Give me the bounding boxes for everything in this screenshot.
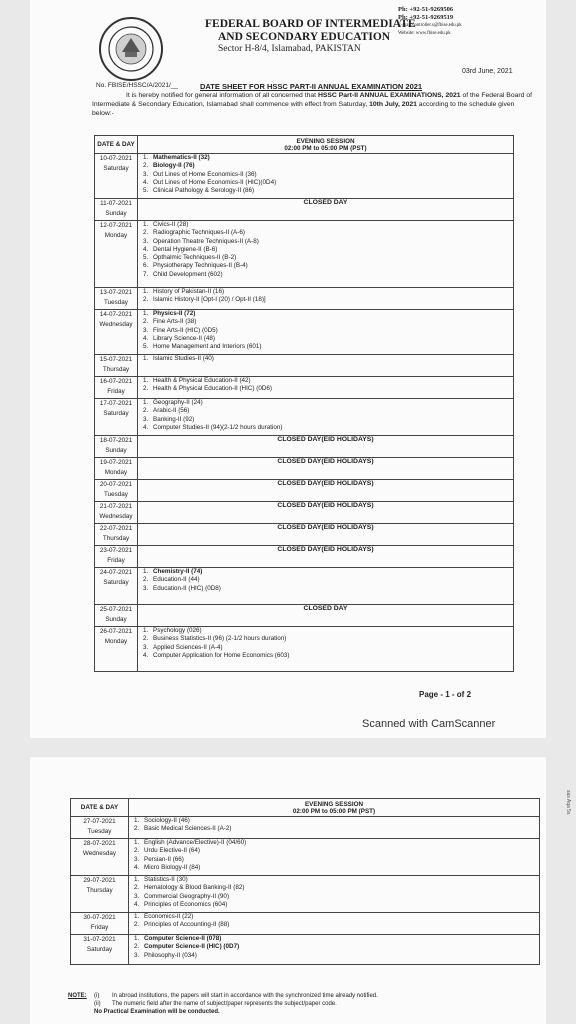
date-day-cell <box>95 502 138 524</box>
paper-item <box>138 652 513 660</box>
paper-item <box>138 327 513 335</box>
schedule-row <box>95 310 514 355</box>
schedule-row <box>95 627 514 672</box>
paper-name: Sociology-II (46) <box>144 817 190 824</box>
exam-day: Monday <box>104 469 128 476</box>
paper-number: 3. <box>143 584 149 592</box>
date-day-cell <box>71 913 129 935</box>
paper-number: 1. <box>143 399 149 406</box>
column-header-session: EVENING SESSION 02:00 PM to 05:00 PM (PST) <box>138 136 514 154</box>
paper-name: Principles of Economics (604) <box>144 900 228 908</box>
schedule-row <box>71 876 540 913</box>
paper-number: 3. <box>134 951 140 959</box>
paper-name: Out Lines of Home Economics-II (36) <box>153 170 257 178</box>
schedule-row <box>71 935 540 965</box>
paper-name: Banking-II (92) <box>153 415 195 423</box>
paper-item <box>138 568 513 576</box>
exam-date: 31-07-2021 <box>83 936 116 943</box>
paper-item <box>129 825 539 833</box>
closed-day-cell: CLOSED DAY(EID HOLIDAYS) <box>138 546 514 568</box>
paper-number: 1. <box>143 310 149 317</box>
paper-item <box>129 847 539 855</box>
exam-date: 12-07-2021 <box>99 222 133 229</box>
page-number: Page - 1 - of 2 <box>419 690 472 699</box>
paper-item <box>138 576 513 584</box>
paper-name: Fine Arts-II (38) <box>153 318 197 326</box>
paper-number: 5. <box>143 343 149 351</box>
paper-item <box>138 288 513 296</box>
papers-cell <box>129 839 540 876</box>
paper-item <box>129 952 539 960</box>
org-address: Sector H-8/4, Islamabad, PAKISTAN <box>218 44 361 54</box>
paper-number: 2. <box>143 296 149 304</box>
exam-day: Friday <box>90 924 109 931</box>
exam-date: 19-07-2021 <box>99 459 133 466</box>
paper-item <box>129 935 539 943</box>
papers-cell <box>138 288 514 310</box>
paper-number: 1. <box>143 627 149 634</box>
paper-name: Principles of Accounting-II (88) <box>144 921 230 929</box>
exam-date: 23-07-2021 <box>99 547 133 554</box>
date-day-cell <box>71 876 129 913</box>
paper-number: 5. <box>143 187 149 195</box>
paper-item <box>138 377 513 385</box>
date-day-cell <box>95 199 138 221</box>
org-name: FEDERAL BOARD OF INTERMEDIATE AND SECONDARY EDUCATION <box>205 18 416 43</box>
schedule-table-page-1 <box>94 135 514 672</box>
closed-day-cell: CLOSED DAY <box>138 199 514 221</box>
paper-item <box>138 229 513 237</box>
scanner-watermark: Scanned with CamScanner <box>362 718 496 730</box>
schedule-row <box>95 154 514 199</box>
closed-day-cell: CLOSED DAY <box>138 605 514 627</box>
paper-name: Child Development (602) <box>153 270 223 278</box>
exam-day: Wednesday <box>99 321 133 328</box>
paper-item <box>138 627 513 635</box>
schedule-row <box>71 839 540 876</box>
paper-name: Library Science-II (48) <box>153 334 215 342</box>
paper-name: English (Advance/Elective)-II (04/60) <box>144 839 247 846</box>
paper-number: 1. <box>143 355 149 362</box>
paper-number: 2. <box>134 825 140 833</box>
paper-item <box>138 179 513 187</box>
paper-name: Psychology (026) <box>153 627 202 634</box>
paper-name: Dental Hygiene-II (B-6) <box>153 245 218 253</box>
paper-item <box>129 856 539 864</box>
paper-number: 2. <box>143 635 149 643</box>
exam-day: Saturday <box>86 946 113 953</box>
papers-cell <box>138 221 514 288</box>
paper-item <box>138 171 513 179</box>
paper-number: 7. <box>143 270 149 278</box>
schedule-row <box>95 605 514 627</box>
exam-day: Thursday <box>102 535 130 542</box>
exam-day: Sunday <box>105 210 127 217</box>
exam-day: Monday <box>104 638 128 645</box>
paper-name: Fine Arts-II (HIC) (0D5) <box>153 326 218 334</box>
date-day-cell <box>71 935 129 965</box>
paper-name: Chemistry-II (74) <box>153 568 203 575</box>
paper-name: Persian-II (66) <box>144 855 184 863</box>
paper-item <box>129 876 539 884</box>
exam-day: Wednesday <box>82 850 117 857</box>
paper-name: Home Management and Interiors (601) <box>153 343 262 351</box>
schedule-row <box>71 817 540 839</box>
issue-date: 03rd June, 2021 <box>462 68 513 75</box>
paper-name: Operation Theatre Techniques-II (A-8) <box>153 237 259 245</box>
paper-name: Health & Physical Education-II (HIC) (0D6) <box>153 385 272 393</box>
papers-cell <box>138 310 514 355</box>
paper-number: 4. <box>143 651 149 659</box>
paper-number: 3. <box>143 170 149 178</box>
papers-cell <box>138 568 514 605</box>
date-day-cell <box>95 288 138 310</box>
paper-item <box>138 343 513 351</box>
paper-name: Computer Science-II (HIC) (0D7) <box>144 943 240 951</box>
paper-item <box>138 644 513 652</box>
exam-day: Tuesday <box>104 491 128 498</box>
exam-date: 24-07-2021 <box>99 569 133 576</box>
exam-day: Friday <box>107 388 125 395</box>
paper-number: 1. <box>134 839 140 846</box>
schedule-row <box>95 199 514 221</box>
date-day-cell <box>95 524 138 546</box>
paper-item <box>138 335 513 343</box>
paper-name: Arabic-II (56) <box>153 407 190 415</box>
paper-item <box>138 310 513 318</box>
date-day-cell <box>95 154 138 199</box>
papers-cell <box>129 913 540 935</box>
paper-number: 2. <box>134 847 140 855</box>
paper-number: 4. <box>143 245 149 253</box>
exam-date: 22-07-2021 <box>99 525 133 532</box>
exam-date: 11-07-2021 <box>100 200 132 207</box>
exam-date: 28-07-2021 <box>83 840 116 847</box>
paper-number: 4. <box>143 178 149 186</box>
paper-name: Physiotherapy Techniques-II (B-4) <box>153 262 248 270</box>
date-day-cell <box>95 221 138 288</box>
paper-name: Business Statistics-II (96) (2-1/2 hours duration) <box>153 635 287 643</box>
paper-item <box>129 893 539 901</box>
paper-item <box>138 154 513 162</box>
date-day-cell <box>95 605 138 627</box>
paper-number: 1. <box>143 154 149 161</box>
column-header-session: EVENING SESSION 02:00 PM to 05:00 PM (PST) <box>129 799 540 817</box>
schedule-row <box>95 377 514 399</box>
paper-number: 2. <box>143 576 149 584</box>
exam-day: Wednesday <box>99 513 133 520</box>
date-day-cell <box>71 817 129 839</box>
schedule-row <box>95 568 514 605</box>
schedule-row <box>71 913 540 935</box>
paper-item <box>138 296 513 304</box>
paper-number: 4. <box>134 900 140 908</box>
paper-number: 1. <box>143 568 149 575</box>
paper-number: 2. <box>143 162 149 170</box>
closed-day-cell: CLOSED DAY(EID HOLIDAYS) <box>138 502 514 524</box>
exam-date: 10-07-2021 <box>99 155 133 162</box>
paper-item <box>138 262 513 270</box>
paper-number: 3. <box>134 892 140 900</box>
exam-day: Thursday <box>102 366 130 373</box>
paper-item <box>138 355 513 363</box>
schedule-row <box>95 399 514 436</box>
paper-item <box>129 864 539 872</box>
paper-name: Economics-II (22) <box>144 913 194 920</box>
closed-day-cell: CLOSED DAY(EID HOLIDAYS) <box>138 524 514 546</box>
paper-number: 2. <box>134 884 140 892</box>
paper-item <box>138 424 513 432</box>
paper-item <box>138 187 513 195</box>
paper-name: Education-II (HIC) (0D8) <box>153 584 221 592</box>
paper-name: Out Lines of Home Economics-II (HIC)(0D4) <box>153 178 277 186</box>
paper-number: 1. <box>134 876 140 883</box>
paper-item <box>138 246 513 254</box>
reference-number: No. FBISE/HSSC/A/2021/__ <box>96 82 179 89</box>
paper-name: Basic Medical Sciences-II (A-2) <box>144 825 232 833</box>
notes-section: NOTE: (i) In abroad institutions, the papers will start in accordance with the synchronized time already notified. (ii) The numeric field after the name of subject/paper represents the subject/paper code. No Practical Examination will be conducted. <box>68 993 378 1015</box>
paper-number: 1. <box>134 913 140 920</box>
schedule-row <box>95 502 514 524</box>
schedule-row <box>95 546 514 568</box>
paper-name: Civics-II (28) <box>153 221 189 228</box>
exam-date: 29-07-2021 <box>83 877 116 884</box>
paper-number: 3. <box>143 643 149 651</box>
paper-name: Urdu Elective-II (64) <box>144 847 200 855</box>
date-day-cell <box>95 355 138 377</box>
paper-item <box>129 901 539 909</box>
paper-item <box>138 416 513 424</box>
paper-item <box>138 162 513 170</box>
exam-day: Tuesday <box>104 299 128 306</box>
schedule-row <box>95 524 514 546</box>
papers-cell <box>138 627 514 672</box>
date-day-cell <box>95 399 138 436</box>
exam-date: 18-07-2021 <box>99 437 133 444</box>
paper-name: Philosophy-II (034) <box>144 951 197 959</box>
side-margin-mark: sas Aqa 5s <box>565 790 571 815</box>
paper-item <box>138 221 513 229</box>
paper-number: 1. <box>143 288 149 295</box>
date-day-cell <box>95 377 138 399</box>
schedule-row <box>95 221 514 288</box>
date-day-cell <box>95 458 138 480</box>
paper-name: Health & Physical Education-II (42) <box>153 377 251 384</box>
paper-item <box>129 817 539 825</box>
exam-day: Sunday <box>105 447 127 454</box>
paper-number: 6. <box>143 262 149 270</box>
paper-number: 1. <box>143 377 149 384</box>
closed-day-cell: CLOSED DAY(EID HOLIDAYS) <box>138 436 514 458</box>
paper-item <box>138 238 513 246</box>
schedule-row <box>95 480 514 502</box>
exam-date: 21-07-2021 <box>99 503 133 510</box>
exam-date: 16-07-2021 <box>99 378 133 385</box>
paper-name: Mathematics-II (32) <box>153 154 210 161</box>
paper-number: 4. <box>134 863 140 871</box>
papers-cell <box>138 355 514 377</box>
exam-day: Thursday <box>86 887 113 894</box>
paper-name: Computer Application for Home Economics (603) <box>153 651 290 659</box>
papers-cell <box>138 399 514 436</box>
fbise-logo-seal <box>98 16 164 82</box>
papers-cell <box>138 377 514 399</box>
exam-day: Monday <box>104 232 128 239</box>
paper-name: Biology-II (76) <box>153 162 195 170</box>
paper-name: Applied Sciences-II (A-4) <box>153 643 223 651</box>
exam-day: Saturday <box>103 579 129 586</box>
paper-name: Commercial Geography-II (90) <box>144 892 230 900</box>
paper-number: 2. <box>143 318 149 326</box>
paper-name: Education-II (44) <box>153 576 200 584</box>
exam-date: 15-07-2021 <box>99 356 133 363</box>
paper-number: 3. <box>143 326 149 334</box>
date-day-cell <box>95 310 138 355</box>
paper-item <box>138 399 513 407</box>
exam-date: 30-07-2021 <box>83 914 116 921</box>
date-day-cell <box>95 546 138 568</box>
schedule-row <box>95 436 514 458</box>
paper-name: Micro Biology-II (84) <box>144 863 201 871</box>
paper-number: 3. <box>143 237 149 245</box>
date-day-cell <box>71 839 129 876</box>
exam-day: Tuesday <box>87 828 112 835</box>
column-header-date-day: DATE & DAY <box>95 136 138 154</box>
exam-day: Friday <box>107 557 125 564</box>
paper-number: 3. <box>143 415 149 423</box>
schedule-table-page-2 <box>70 798 540 965</box>
paper-name: Statistics-II (30) <box>144 876 188 883</box>
paper-number: 2. <box>134 943 140 951</box>
schedule-row <box>95 355 514 377</box>
paper-item <box>138 271 513 279</box>
paper-item <box>129 884 539 892</box>
paper-number: 5. <box>143 254 149 262</box>
exam-date: 26-07-2021 <box>99 628 133 635</box>
exam-date: 20-07-2021 <box>99 481 133 488</box>
exam-date: 14-07-2021 <box>99 311 133 318</box>
paper-number: 4. <box>143 423 149 431</box>
schedule-row <box>95 458 514 480</box>
closed-day-cell: CLOSED DAY(EID HOLIDAYS) <box>138 480 514 502</box>
date-day-cell <box>95 480 138 502</box>
paper-item <box>138 385 513 393</box>
paper-name: Clinical Pathology & Serology-II (86) <box>153 187 255 195</box>
exam-date: 17-07-2021 <box>99 400 133 407</box>
notice-paragraph: It is hereby notified for general information of all concerned that HSSC Part-II ANNUAL EXAMINATIONS, 2021 of the Federal Board of Intermediate & Secondary Education, Islamabad shall commence with effect from Saturday, 10th July, 2021 according to the schedule given below:- <box>92 92 532 117</box>
exam-day: Sunday <box>105 616 127 623</box>
paper-name: Computer Studies-II (94)(2-1/2 hours duration) <box>153 423 283 431</box>
papers-cell <box>138 154 514 199</box>
date-day-cell <box>95 436 138 458</box>
paper-number: 1. <box>143 221 149 228</box>
date-day-cell <box>95 568 138 605</box>
paper-name: History of Pakistan-II (16) <box>153 288 225 295</box>
paper-name: Opthalmic Techniques-II (B-2) <box>153 254 237 262</box>
paper-name: Islamic Studies-II (40) <box>153 355 214 362</box>
exam-day: Saturday <box>103 410 129 417</box>
paper-name: Physics-II (72) <box>153 310 196 317</box>
paper-item <box>138 635 513 643</box>
exam-day: Saturday <box>103 165 129 172</box>
paper-number: 2. <box>143 229 149 237</box>
paper-number: 4. <box>143 334 149 342</box>
papers-cell <box>129 935 540 965</box>
paper-name: Geography-II (24) <box>153 399 203 406</box>
sheet-title: DATE SHEET FOR HSSC PART-II ANNUAL EXAMINATION 2021 <box>200 82 423 91</box>
papers-cell <box>129 876 540 913</box>
exam-date: 27-07-2021 <box>83 818 116 825</box>
paper-number: 1. <box>134 935 140 942</box>
papers-cell <box>129 817 540 839</box>
paper-number: 1. <box>134 817 140 824</box>
paper-number: 2. <box>143 407 149 415</box>
paper-number: 3. <box>134 855 140 863</box>
paper-item <box>138 585 513 593</box>
schedule-row <box>95 288 514 310</box>
paper-name: Hematology & Blood Banking-II (82) <box>144 884 245 892</box>
exam-date: 25-07-2021 <box>99 606 133 613</box>
paper-name: Radiographic Techniques-II (A-6) <box>153 229 245 237</box>
paper-number: 2. <box>143 385 149 393</box>
exam-date: 13-07-2021 <box>99 289 133 296</box>
paper-name: Computer Science-II (078) <box>144 935 222 942</box>
paper-item <box>138 254 513 262</box>
paper-item <box>129 943 539 951</box>
paper-item <box>129 921 539 929</box>
paper-number: 2. <box>134 921 140 929</box>
column-header-date-day: DATE & DAY <box>71 799 129 817</box>
date-day-cell <box>95 627 138 672</box>
closed-day-cell: CLOSED DAY(EID HOLIDAYS) <box>138 458 514 480</box>
paper-name: Islamic History-II [Opt-I (20) / Opt-II (18)] <box>153 296 266 304</box>
paper-item <box>129 913 539 921</box>
paper-item <box>138 318 513 326</box>
paper-item <box>138 407 513 415</box>
contact-info: Ph: +92-51-9269506 Ph: +92-51-9269519 E-mail:controller.s@fbise.edu.pk Website: www.fbise.edu.pk <box>398 6 462 36</box>
paper-item <box>129 839 539 847</box>
